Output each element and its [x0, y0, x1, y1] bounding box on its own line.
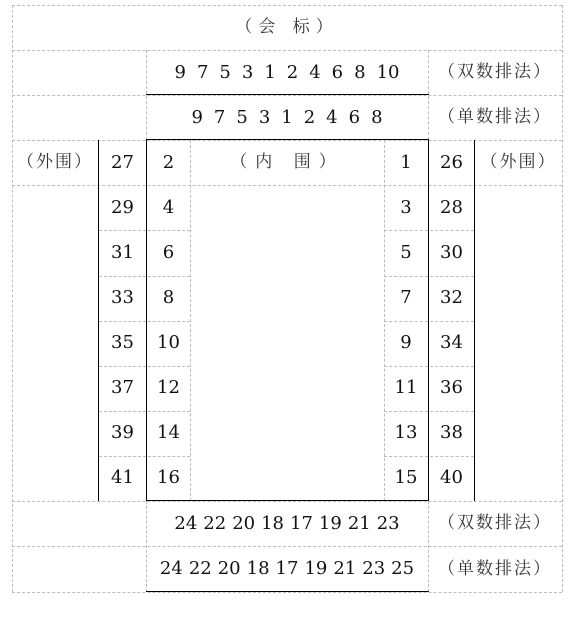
seat-number: 9	[400, 332, 412, 354]
seat-number: 36	[440, 377, 463, 399]
seat-number: 4	[326, 106, 338, 128]
seat-number: 8	[354, 61, 366, 83]
seat-number: 7	[400, 286, 412, 308]
seat-number: 26	[440, 151, 463, 173]
seat-number: 30	[440, 241, 463, 263]
grid-line	[12, 592, 562, 593]
seat-number: 40	[440, 467, 463, 489]
seat-number: 21	[347, 512, 371, 534]
seat-number: 6	[331, 61, 344, 83]
seat-number: 27	[111, 151, 134, 173]
seat-number: 25	[391, 558, 415, 579]
seat-number: 17	[275, 558, 299, 579]
inner-ring-label: （内 围）	[230, 152, 344, 172]
seat-number: 4	[309, 61, 321, 83]
odd-method-label-bottom: （单数排法）	[438, 558, 552, 579]
seat-number: 9	[191, 106, 203, 128]
seat-number: 2	[303, 106, 316, 128]
seat-number: 15	[394, 467, 418, 489]
seat-number: 6	[348, 106, 361, 128]
top-even-row	[150, 50, 424, 95]
seat-number: 3	[258, 106, 271, 128]
seat-number: 4	[162, 196, 175, 218]
seat-number: 24	[159, 558, 183, 579]
seat-number: 8	[371, 106, 383, 128]
seat-number: 38	[440, 422, 463, 444]
seat-number: 6	[162, 241, 175, 263]
seat-number: 33	[111, 286, 134, 308]
grid-line	[146, 50, 147, 140]
seat-number: 13	[394, 422, 418, 444]
seat-number: 18	[246, 558, 270, 579]
seat-number: 37	[111, 377, 134, 399]
outer-ring-label-left: （外围）	[17, 152, 93, 172]
seat-number: 20	[232, 512, 256, 534]
seat-number: 18	[261, 512, 284, 534]
seat-number: 23	[362, 558, 386, 579]
seat-number: 8	[162, 286, 175, 308]
grid-line	[562, 5, 563, 592]
odd-method-label-top: （单数排法）	[438, 107, 552, 127]
seat-number: 7	[196, 61, 209, 83]
seat-number: 10	[376, 61, 400, 83]
seat-number: 22	[203, 512, 227, 534]
seat-number: 12	[157, 377, 180, 399]
seat-number: 24	[174, 512, 198, 534]
seat-number: 19	[304, 558, 328, 579]
seat-number: 23	[376, 512, 400, 534]
seat-number: 1	[281, 106, 293, 128]
seat-number: 41	[111, 467, 134, 489]
emblem-label: （会 标）	[235, 17, 339, 37]
even-method-label-top: （双数排法）	[438, 62, 552, 82]
bottom-even-row	[150, 501, 424, 546]
seat-number: 1	[400, 151, 412, 173]
seat-number: 10	[157, 332, 180, 354]
seat-number: 21	[333, 558, 357, 579]
outer-ring-label-right: （外围）	[480, 152, 557, 172]
seat-number: 2	[286, 61, 299, 83]
seat-number: 5	[400, 241, 412, 263]
seat-number: 16	[157, 467, 180, 489]
seat-number: 3	[400, 196, 412, 218]
seat-number: 5	[219, 61, 231, 83]
seat-number: 1	[264, 61, 276, 83]
seat-number: 9	[174, 61, 186, 83]
seat-number: 22	[188, 558, 212, 579]
seat-number: 29	[111, 196, 134, 218]
seat-number: 39	[111, 422, 134, 444]
seat-number: 14	[157, 422, 180, 444]
seat-number: 35	[111, 332, 134, 354]
seat-number: 19	[318, 512, 342, 534]
grid-line	[146, 501, 147, 592]
seat-number: 28	[440, 196, 463, 218]
bottom-odd-row	[150, 546, 424, 592]
seat-number: 5	[236, 106, 248, 128]
table-edge	[474, 140, 475, 501]
seat-number: 20	[217, 558, 241, 579]
seat-number: 17	[290, 512, 313, 534]
seat-number: 31	[111, 241, 134, 263]
top-odd-row	[150, 95, 424, 140]
grid-line	[12, 5, 13, 592]
seat-number: 11	[394, 377, 418, 399]
seat-number: 34	[440, 332, 463, 354]
grid-line	[12, 185, 562, 186]
seat-number: 32	[440, 286, 463, 308]
seat-number: 7	[213, 106, 226, 128]
seat-number: 2	[162, 151, 175, 173]
even-method-label-bottom: （双数排法）	[438, 513, 552, 533]
seat-number: 3	[241, 61, 254, 83]
grid-line	[190, 140, 191, 501]
